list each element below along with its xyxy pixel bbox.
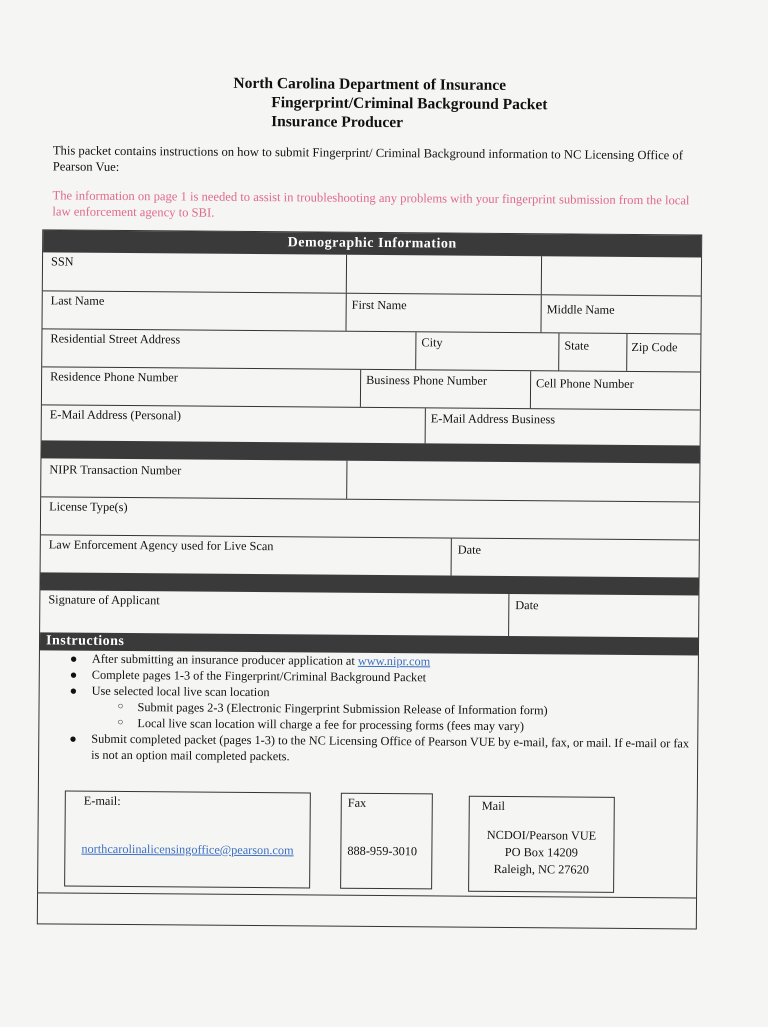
middle-name-field[interactable] <box>540 295 702 333</box>
header-line-2: Fingerprint/Criminal Background Packet <box>271 94 548 114</box>
signature-label: Signature of Applicant <box>48 592 160 608</box>
ssn-field-3[interactable] <box>541 256 703 295</box>
address-row <box>42 328 700 371</box>
intro-text: This packet contains instructions on how to submit Fingerprint/ Criminal Background information to NC Licensing Office of Pearson Vue: <box>52 143 683 174</box>
circle-bullet-icon: ○ <box>117 700 124 712</box>
email-contact-box <box>64 791 311 889</box>
instruction-4-text: Submit completed packet (pages 1-3) to the NC Licensing Office of Pearson VUE by e-mail, fax, or mail. If e-mail or fax is not an option mail completed packets. <box>91 731 690 764</box>
state-field[interactable] <box>558 333 626 371</box>
zip-field[interactable] <box>626 334 702 372</box>
instruction-sub-2-text: Local live scan location will charge a fee for processing forms (fees may vary) <box>137 716 525 734</box>
email-contact-label: E-mail: <box>83 793 121 808</box>
mail-address-line-1: NCDOI/Pearson VUE <box>486 827 597 843</box>
city-label: City <box>421 335 443 350</box>
street-label: Residential Street Address <box>50 331 181 347</box>
nipr-link[interactable]: www.nipr.com <box>357 653 431 669</box>
header-line-1: North Carolina Department of Insurance <box>233 74 507 94</box>
nipr-field[interactable] <box>346 461 701 502</box>
bullet-icon: ● <box>69 667 78 682</box>
header-line-3: Insurance Producer <box>271 113 404 132</box>
last-name-label: Last Name <box>50 293 105 308</box>
license-types-label: License Type(s) <box>49 499 128 515</box>
demographic-title: Demographic Information <box>287 235 457 252</box>
law-agency-label: Law Enforcement Agency used for Live Scan <box>48 537 274 554</box>
fax-contact-label: Fax <box>347 795 367 810</box>
mail-contact-label: Mail <box>481 798 506 813</box>
date-field-2[interactable] <box>508 594 700 638</box>
signature-row <box>40 590 698 637</box>
instruction-2-text: Complete pages 1-3 of the Fingerprint/Criminal Background Packet <box>91 667 427 685</box>
license-types-row[interactable] <box>41 496 699 539</box>
phone-row <box>42 366 700 409</box>
mail-address-line-2: PO Box 14209 <box>504 844 578 860</box>
bullet-icon: ● <box>69 651 78 666</box>
bullet-icon: ● <box>69 683 78 698</box>
state-label: State <box>564 338 590 353</box>
email-row <box>42 404 700 445</box>
nipr-row <box>41 458 699 501</box>
residence-phone-label: Residence Phone Number <box>50 369 178 385</box>
law-agency-row <box>41 534 699 577</box>
instruction-sub-1-text: Submit pages 2-3 (Electronic Fingerprint Submission Release of Information form) <box>137 700 548 718</box>
instruction-3-text: Use selected local live scan location <box>91 683 270 700</box>
email-contact-link[interactable]: northcarolinalicensingoffice@pearson.com <box>81 841 294 858</box>
date-field-1[interactable] <box>451 539 701 578</box>
business-phone-field[interactable] <box>360 370 530 408</box>
cell-phone-field[interactable] <box>530 371 702 409</box>
demographic-form <box>37 229 702 929</box>
mail-address-block <box>469 827 613 879</box>
date-label-2: Date <box>515 598 539 613</box>
mail-address-line-3: Raleigh, NC 27620 <box>493 861 589 877</box>
email-business-label: E-Mail Address Business <box>430 411 556 427</box>
bullet-icon: ● <box>69 731 77 746</box>
date-label-1: Date <box>457 542 482 557</box>
city-field[interactable] <box>415 332 558 370</box>
ssn-row <box>43 252 701 295</box>
ssn-field-2[interactable] <box>346 255 541 295</box>
instructions-list <box>67 651 698 768</box>
ssn-label: SSN <box>50 254 74 269</box>
instructions-title: Instructions <box>45 633 125 649</box>
email-personal-label: E-Mail Address (Personal) <box>49 407 182 423</box>
cell-phone-label: Cell Phone Number <box>536 376 634 391</box>
form-footer-row <box>38 892 696 928</box>
mail-contact-box <box>468 796 615 893</box>
circle-bullet-icon: ○ <box>117 716 124 728</box>
name-row <box>42 290 700 333</box>
instruction-1-text: After submitting an insurance producer application at <box>91 651 358 668</box>
nipr-label: NIPR Transaction Number <box>49 462 182 478</box>
first-name-field[interactable] <box>345 294 540 333</box>
email-business-field[interactable] <box>425 408 702 445</box>
first-name-label: First Name <box>351 297 407 313</box>
fax-contact-value: 888-959-3010 <box>347 843 418 859</box>
middle-name-label: Middle Name <box>546 302 615 317</box>
intro-note: The information on page 1 is needed to assist in troubleshooting any problems with your fingerprint submission from the local law enforcement agency to SBI. <box>52 188 690 220</box>
business-phone-label: Business Phone Number <box>366 372 488 388</box>
instruction-item <box>67 731 697 768</box>
zip-label: Zip Code <box>631 339 678 355</box>
fax-contact-box <box>340 793 433 890</box>
